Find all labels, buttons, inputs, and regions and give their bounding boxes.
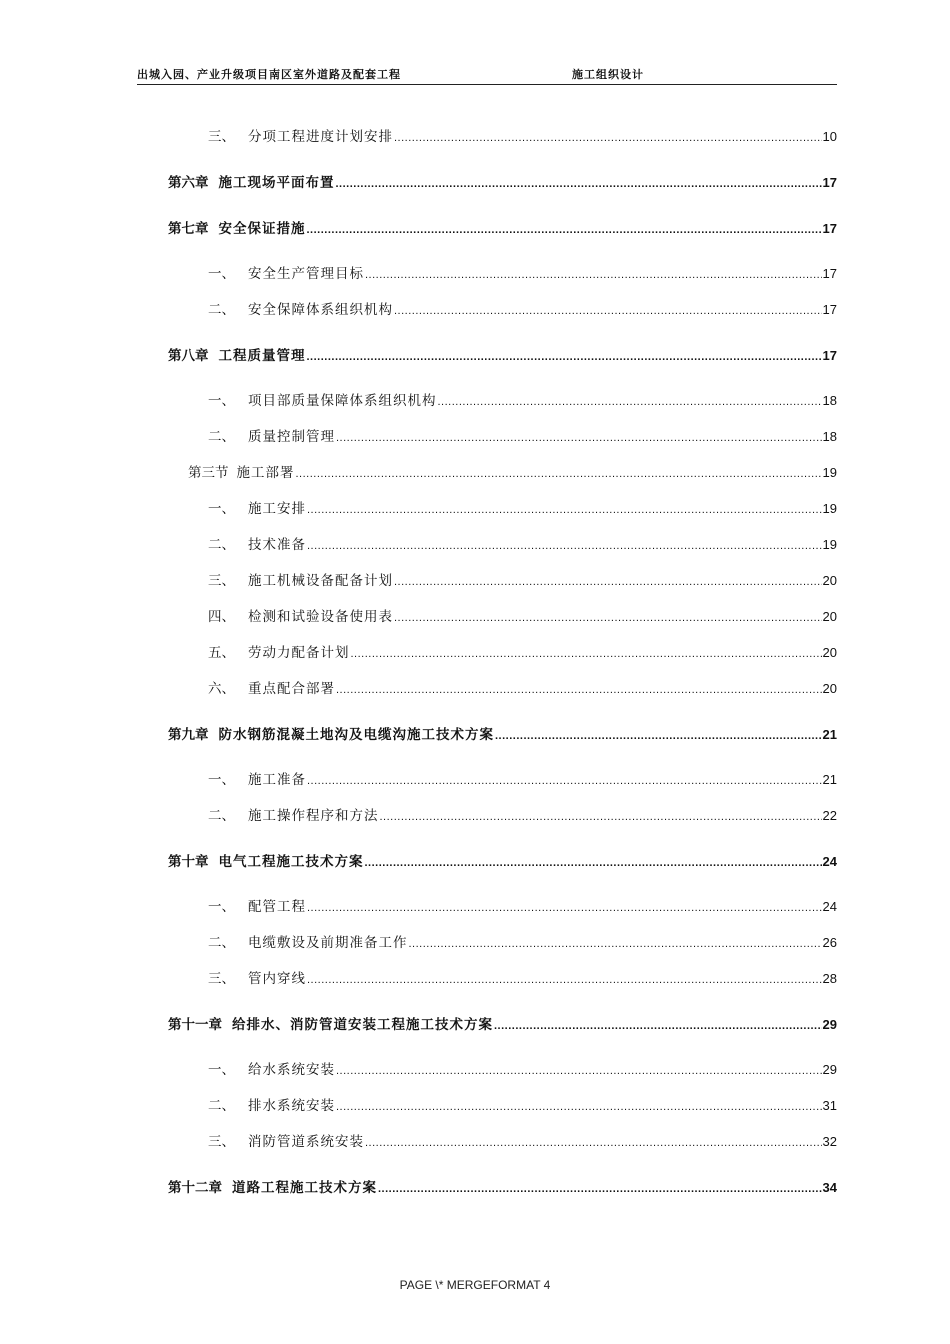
toc-entry[interactable] [168, 346, 837, 366]
toc-entry[interactable] [208, 643, 837, 663]
toc-entry-title: 工程质量管理 [218, 348, 306, 364]
toc-leader-dots [394, 608, 822, 628]
toc-leader-dots [307, 220, 822, 240]
toc-entry-page: 32 [822, 1134, 837, 1149]
toc-entry-page: 17 [822, 302, 837, 317]
toc-entry-page: 20 [822, 645, 837, 660]
toc-entry[interactable] [208, 391, 837, 411]
toc-leader-dots [336, 174, 822, 194]
toc-entry-page: 24 [822, 899, 837, 914]
toc-leader-dots [307, 500, 822, 520]
toc-leader-dots [438, 392, 822, 412]
toc-entry-title: 施工机械设备配备计划 [248, 573, 393, 589]
toc-entry-title: 施工现场平面布置 [218, 175, 335, 191]
toc-entry[interactable] [208, 127, 837, 147]
toc-entry-page: 18 [822, 429, 837, 444]
toc-entry-number: 一、 [208, 501, 235, 517]
toc-entry-number: 一、 [208, 1062, 235, 1078]
toc-entry-page: 26 [822, 935, 837, 950]
toc-entry-number: 二、 [208, 537, 235, 553]
toc-leader-dots [494, 1016, 822, 1036]
toc-entry-page: 31 [822, 1098, 837, 1113]
toc-entry[interactable] [208, 499, 837, 519]
toc-leader-dots [336, 680, 822, 700]
toc-leader-dots [336, 1061, 822, 1081]
toc-entry-number: 二、 [208, 1098, 235, 1114]
toc-leader-dots [336, 1097, 822, 1117]
toc-entry[interactable] [208, 679, 837, 699]
toc-entry-page: 19 [822, 501, 837, 516]
toc-entry-number: 第八章 [168, 348, 209, 364]
toc-entry-number: 五、 [208, 645, 235, 661]
toc-entry-title: 安全保证措施 [218, 221, 306, 237]
toc-entry-title: 项目部质量保障体系组织机构 [248, 393, 437, 409]
toc-entry[interactable] [168, 1178, 837, 1198]
toc-leader-dots [365, 265, 822, 285]
toc-entry-page: 18 [822, 393, 837, 408]
toc-entry-title: 技术准备 [248, 537, 306, 553]
toc-entry[interactable] [208, 1060, 837, 1080]
toc-entry[interactable] [208, 535, 837, 555]
toc-entry-title: 安全生产管理目标 [248, 266, 364, 282]
toc-entry-page: 20 [822, 573, 837, 588]
toc-entry[interactable] [208, 1132, 837, 1152]
toc-leader-dots [394, 572, 822, 592]
toc-entry-page: 29 [822, 1017, 837, 1032]
toc-entry[interactable] [168, 725, 837, 745]
toc-leader-dots [394, 128, 822, 148]
toc-entry-page: 17 [822, 175, 837, 190]
toc-leader-dots [307, 536, 822, 556]
toc-entry-number: 六、 [208, 681, 235, 697]
toc-entry-title: 排水系统安装 [248, 1098, 335, 1114]
toc-leader-dots [351, 644, 822, 664]
toc-entry-page: 28 [822, 971, 837, 986]
toc-entry-page: 19 [822, 465, 837, 480]
toc-entry-number: 二、 [208, 429, 235, 445]
toc-entry-number: 第七章 [168, 221, 209, 237]
toc-leader-dots [296, 464, 822, 484]
toc-entry-title: 施工安排 [248, 501, 306, 517]
toc-entry[interactable] [208, 1096, 837, 1116]
toc-entry[interactable] [168, 219, 837, 239]
toc-entry-title: 施工准备 [248, 772, 306, 788]
toc-entry[interactable] [208, 933, 837, 953]
toc-leader-dots [409, 934, 822, 954]
toc-leader-dots [336, 428, 822, 448]
toc-entry-title: 施工部署 [236, 465, 295, 481]
toc-entry-title: 检测和试验设备使用表 [248, 609, 393, 625]
toc-entry[interactable] [208, 427, 837, 447]
toc-entry[interactable] [188, 463, 837, 483]
toc-entry-page: 20 [822, 609, 837, 624]
toc-entry-number: 第三节 [188, 465, 229, 481]
toc-entry-page: 21 [822, 772, 837, 787]
toc-entry-number: 二、 [208, 935, 235, 951]
toc-entry-number: 二、 [208, 302, 235, 318]
header-doc-type: 施工组织设计 [572, 68, 644, 81]
toc-entry-title: 分项工程进度计划安排 [248, 129, 393, 145]
toc-entry-page: 29 [822, 1062, 837, 1077]
toc-entry-number: 一、 [208, 772, 235, 788]
toc-leader-dots [365, 1133, 822, 1153]
toc-entry[interactable] [208, 770, 837, 790]
toc-leader-dots [307, 898, 822, 918]
toc-entry-title: 给水系统安装 [248, 1062, 335, 1078]
toc-leader-dots [378, 1179, 822, 1199]
toc-entry-number: 第六章 [168, 175, 209, 191]
toc-entry[interactable] [208, 607, 837, 627]
toc-entry-number: 二、 [208, 808, 235, 824]
toc-leader-dots [495, 726, 822, 746]
toc-entry-title: 质量控制管理 [248, 429, 335, 445]
toc-entry[interactable] [208, 264, 837, 284]
toc-entry-number: 一、 [208, 899, 235, 915]
toc-entry-title: 劳动力配备计划 [248, 645, 350, 661]
page-footer: PAGE \* MERGEFORMAT 4 [399, 1278, 551, 1292]
toc-entry[interactable] [208, 897, 837, 917]
toc-entry-title: 施工操作程序和方法 [248, 808, 379, 824]
toc-entry-page: 20 [822, 681, 837, 696]
toc-entry-title: 电气工程施工技术方案 [218, 854, 364, 870]
toc-entry-page: 10 [822, 129, 837, 144]
toc-entry-number: 三、 [208, 573, 235, 589]
toc-leader-dots [307, 347, 822, 367]
toc-entry[interactable] [168, 1015, 837, 1035]
toc-entry-number: 四、 [208, 609, 235, 625]
toc-entry[interactable] [208, 969, 837, 989]
toc-entry-number: 第十二章 [168, 1180, 222, 1196]
toc-entry[interactable] [208, 300, 837, 320]
toc-entry[interactable] [168, 173, 837, 193]
toc-entry-page: 17 [822, 348, 837, 363]
toc-entry-page: 17 [822, 221, 837, 236]
toc-entry-page: 22 [822, 808, 837, 823]
toc-entry-number: 第十章 [168, 854, 209, 870]
toc-entry-title: 管内穿线 [248, 971, 306, 987]
toc-entry[interactable] [208, 806, 837, 826]
toc-entry-title: 重点配合部署 [248, 681, 335, 697]
header-project-title: 出城入园、产业升级项目南区室外道路及配套工程 [137, 68, 401, 81]
toc-entry-page: 17 [822, 266, 837, 281]
toc-entry-number: 一、 [208, 393, 235, 409]
toc-entry-number: 三、 [208, 1134, 235, 1150]
toc-entry[interactable] [208, 571, 837, 591]
toc-leader-dots [307, 970, 822, 990]
toc-leader-dots [307, 771, 822, 791]
toc-entry-number: 三、 [208, 129, 235, 145]
toc-leader-dots [380, 807, 822, 827]
toc-entry-number: 第九章 [168, 727, 209, 743]
toc-entry-title: 电缆敷设及前期准备工作 [248, 935, 408, 951]
toc-entry-number: 第十一章 [168, 1017, 222, 1033]
toc-entry-page: 21 [822, 727, 837, 742]
toc-entry-number: 三、 [208, 971, 235, 987]
toc-entry-title: 给排水、消防管道安装工程施工技术方案 [232, 1017, 493, 1033]
toc-entry-title: 防水钢筋混凝土地沟及电缆沟施工技术方案 [218, 727, 494, 743]
toc-entry-page: 34 [822, 1180, 837, 1195]
toc-leader-dots [365, 853, 822, 873]
toc-entry-page: 19 [822, 537, 837, 552]
toc-entry[interactable] [168, 852, 837, 872]
toc-entry-page: 24 [822, 854, 837, 869]
toc-entry-title: 道路工程施工技术方案 [232, 1180, 377, 1196]
toc-leader-dots [394, 301, 822, 321]
toc-entry-title: 配管工程 [248, 899, 306, 915]
toc-entry-title: 安全保障体系组织机构 [248, 302, 393, 318]
toc-entry-title: 消防管道系统安装 [248, 1134, 364, 1150]
toc-entry-number: 一、 [208, 266, 235, 282]
